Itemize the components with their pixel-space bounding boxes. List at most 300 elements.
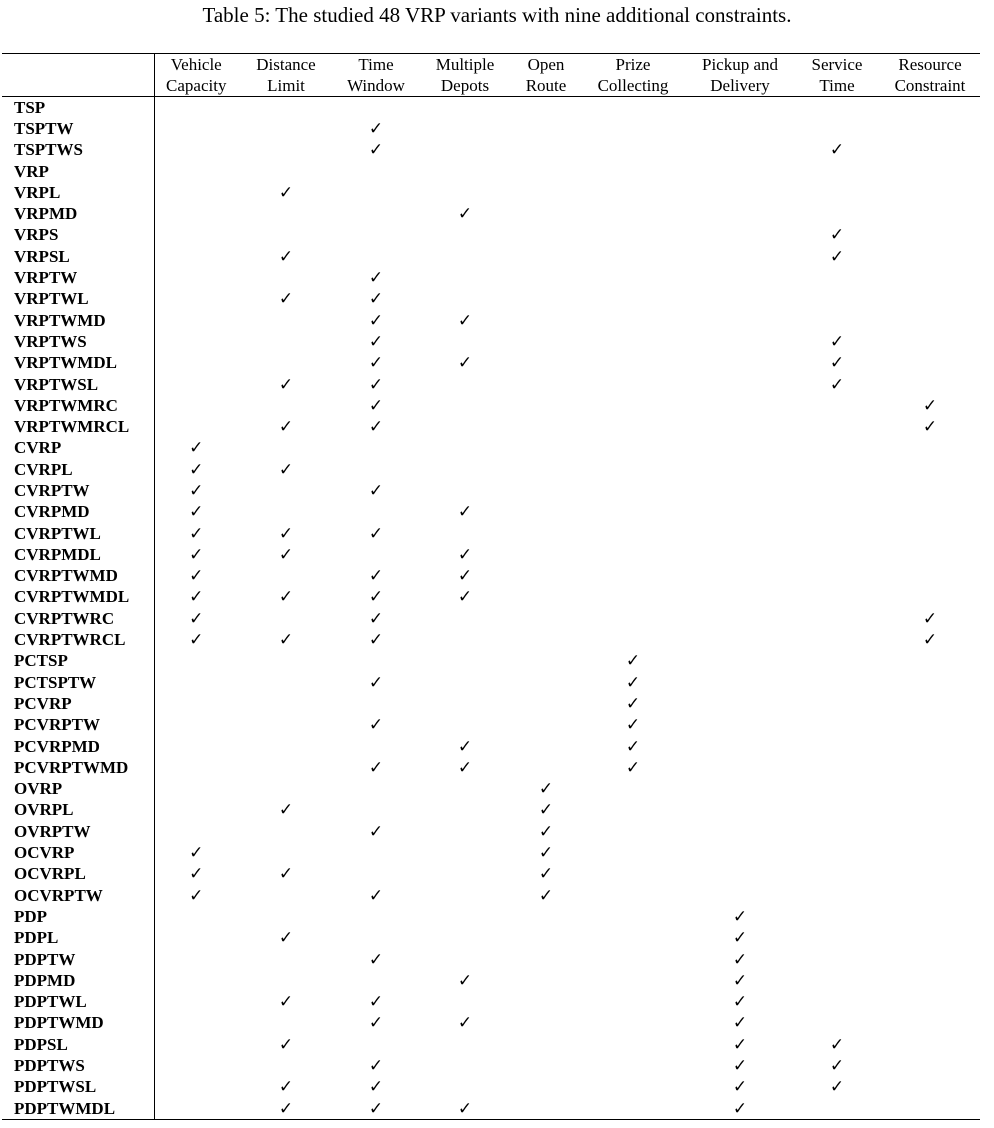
variant-name: VRPL [2,182,154,203]
constraint-cell [794,651,880,672]
constraint-cell [418,672,512,693]
table-row [2,502,980,523]
constraint-cell [512,821,580,842]
check-mark-icon: ✓ [368,1077,384,1098]
constraint-cell [512,757,580,778]
variant-name: OCVRPL [2,864,154,885]
check-mark-icon: ✓ [189,566,204,587]
check-mark-icon: ✓ [368,268,384,289]
variant-name: VRPTWSL [2,374,154,395]
column-header-line: Route [525,76,567,95]
check-mark-icon: ✓ [189,630,204,651]
constraint-cell [686,310,794,331]
variant-name: OCVRPTW [2,885,154,906]
check-mark-icon: ✓ [732,1013,748,1034]
constraint-cell [686,651,794,672]
check-mark-icon: ✓ [829,374,845,395]
constraint-cell [418,1077,512,1098]
constraint-cell [686,842,794,863]
check-mark-icon: ✓ [457,204,473,225]
constraint-cell [794,928,880,949]
constraint-cell [880,1034,980,1055]
constraint-cell [512,416,580,437]
check-mark-icon: ✓ [732,1077,748,1098]
table-row [2,1013,980,1034]
constraint-cell [238,353,334,374]
constraint-cell [238,480,334,501]
constraint-cell [794,566,880,587]
constraint-cell [686,864,794,885]
constraint-cell [794,544,880,565]
variant-name: VRPTWMD [2,310,154,331]
constraint-cell [794,459,880,480]
constraint-cell [880,928,980,949]
constraint-cell [512,842,580,863]
variant-name: VRP [2,161,154,182]
constraint-cell [238,161,334,182]
constraint-cell [580,629,686,650]
constraint-cell [512,523,580,544]
constraint-cell [418,374,512,395]
variant-name: CVRPTWL [2,523,154,544]
constraint-cell [334,949,418,970]
constraint-cell [238,885,334,906]
constraint-cell [686,821,794,842]
constraint-cell [580,842,686,863]
constraint-cell [880,800,980,821]
constraint-cell [512,374,580,395]
constraint-cell [880,587,980,608]
check-mark-icon: ✓ [368,672,384,693]
constraint-cell [334,1013,418,1034]
table-row [2,225,980,246]
constraint-cell [418,267,512,288]
variant-name: CVRPTWRC [2,608,154,629]
constraint-cell [238,416,334,437]
constraint-cell [880,480,980,501]
table-row [2,928,980,949]
constraint-cell [418,800,512,821]
constraint-cell [418,161,512,182]
check-mark-icon: ✓ [368,992,384,1013]
constraint-cell [418,757,512,778]
constraint-cell [154,353,238,374]
constraint-cell [154,864,238,885]
constraint-cell [880,331,980,352]
constraint-cell [686,480,794,501]
constraint-cell [334,864,418,885]
table-row [2,779,980,800]
constraint-cell [880,161,980,182]
check-mark-icon: ✓ [829,1077,845,1098]
constraint-cell [334,395,418,416]
constraint-cell [418,949,512,970]
constraint-cell [418,736,512,757]
check-mark-icon: ✓ [829,140,845,161]
variant-name: VRPS [2,225,154,246]
constraint-cell [334,310,418,331]
constraint-cell [238,97,334,119]
constraint-cell [686,1034,794,1055]
constraint-cell [334,161,418,182]
constraint-cell [686,438,794,459]
constraint-cell [238,1013,334,1034]
constraint-cell [686,906,794,927]
variant-name: CVRPL [2,459,154,480]
check-mark-icon: ✓ [457,353,473,374]
constraint-cell [154,459,238,480]
constraint-cell [580,438,686,459]
check-mark-icon: ✓ [278,544,294,565]
constraint-cell [880,715,980,736]
constraint-cell [512,438,580,459]
table-row [2,949,980,970]
constraint-cell [794,267,880,288]
constraint-cell [334,970,418,991]
vrp-variants-table [2,53,980,1120]
variant-name: PCTSP [2,651,154,672]
constraint-cell [794,395,880,416]
constraint-cell [686,736,794,757]
column-header-line: Time [819,76,855,95]
constraint-cell [334,267,418,288]
constraint-cell [154,140,238,161]
check-mark-icon: ✓ [368,1013,384,1034]
column-header-line: Constraint [894,76,966,95]
column-header-distance-limit [238,54,334,97]
constraint-cell [512,651,580,672]
check-mark-icon: ✓ [278,630,294,651]
constraint-cell [154,267,238,288]
constraint-cell [880,182,980,203]
constraint-cell [686,629,794,650]
constraint-cell [238,757,334,778]
constraint-cell [334,140,418,161]
check-mark-icon: ✓ [278,1098,294,1119]
table-row [2,693,980,714]
check-mark-icon: ✓ [278,417,294,438]
constraint-cell [880,118,980,139]
constraint-cell [686,608,794,629]
constraint-cell [512,544,580,565]
constraint-cell [334,97,418,119]
column-header-line: Pickup and [701,55,779,74]
check-mark-icon: ✓ [368,289,384,310]
variant-name: VRPTWL [2,289,154,310]
constraint-cell [686,566,794,587]
table-row [2,885,980,906]
constraint-cell [794,864,880,885]
variant-name: CVRPTWRCL [2,629,154,650]
check-mark-icon: ✓ [278,1077,294,1098]
variant-name: PCTSPTW [2,672,154,693]
constraint-cell [154,225,238,246]
constraint-cell [580,523,686,544]
constraint-cell [580,821,686,842]
check-mark-icon: ✓ [829,1056,845,1076]
column-header-line: Limit [267,76,305,95]
constraint-cell [238,629,334,650]
check-mark-icon: ✓ [922,630,938,651]
constraint-cell [334,544,418,565]
constraint-cell [580,757,686,778]
constraint-cell [512,182,580,203]
constraint-cell [334,246,418,267]
constraint-cell [580,949,686,970]
constraint-cell [418,1034,512,1055]
check-mark-icon: ✓ [189,843,204,864]
variant-name: OVRP [2,779,154,800]
check-mark-icon: ✓ [368,1098,384,1119]
table-row [2,523,980,544]
constraint-cell [880,374,980,395]
constraint-cell [794,842,880,863]
constraint-cell [238,651,334,672]
constraint-cell [880,140,980,161]
check-mark-icon: ✓ [278,289,294,310]
check-mark-icon: ✓ [368,630,384,651]
constraint-cell [880,757,980,778]
constraint-cell [418,395,512,416]
constraint-cell [238,608,334,629]
constraint-cell [512,885,580,906]
constraint-cell [580,331,686,352]
constraint-cell [238,182,334,203]
constraint-cell [154,331,238,352]
constraint-cell [880,566,980,587]
constraint-cell [880,225,980,246]
variant-name: PCVRPTWMD [2,757,154,778]
table-row [2,182,980,203]
check-mark-icon: ✓ [278,587,294,608]
constraint-cell [686,757,794,778]
constraint-cell [794,608,880,629]
table-row [2,310,980,331]
table-row [2,991,980,1012]
constraint-cell [794,203,880,224]
constraint-cell [580,310,686,331]
constraint-cell [418,1013,512,1034]
constraint-cell [334,203,418,224]
table-row [2,161,980,182]
table-row [2,395,980,416]
constraint-cell [154,757,238,778]
constraint-cell [794,161,880,182]
constraint-cell [794,693,880,714]
constraint-cell [418,182,512,203]
constraint-cell [880,353,980,374]
constraint-cell [880,949,980,970]
constraint-cell [794,182,880,203]
variant-name: PDPTWMD [2,1013,154,1034]
constraint-cell [154,161,238,182]
constraint-cell [794,118,880,139]
check-mark-icon: ✓ [278,246,294,267]
check-mark-icon: ✓ [368,417,384,438]
constraint-cell [334,842,418,863]
variant-name: PDPTWMDL [2,1098,154,1120]
constraint-cell [512,203,580,224]
constraint-cell [580,970,686,991]
constraint-cell [512,864,580,885]
constraint-cell [580,480,686,501]
constraint-cell [238,289,334,310]
constraint-cell [512,459,580,480]
constraint-cell [334,672,418,693]
check-mark-icon: ✓ [368,353,384,374]
constraint-cell [686,1055,794,1076]
constraint-cell [334,1034,418,1055]
constraint-cell [880,651,980,672]
variant-name: PDPTWL [2,991,154,1012]
constraint-cell [238,587,334,608]
constraint-cell [580,502,686,523]
constraint-cell [238,821,334,842]
column-header-line: Service [811,55,863,74]
column-header-line: Prize [615,55,651,74]
constraint-cell [686,140,794,161]
constraint-cell [154,1013,238,1034]
constraint-cell [334,1055,418,1076]
constraint-cell [418,225,512,246]
check-mark-icon: ✓ [625,736,641,757]
constraint-cell [512,693,580,714]
constraint-cell [512,1013,580,1034]
constraint-cell [580,672,686,693]
constraint-cell [154,246,238,267]
constraint-cell [880,864,980,885]
check-mark-icon: ✓ [189,502,204,523]
constraint-cell [238,566,334,587]
constraint-cell [418,438,512,459]
constraint-cell [880,906,980,927]
constraint-cell [418,1055,512,1076]
check-mark-icon: ✓ [829,246,845,267]
column-header-multiple-depots [418,54,512,97]
constraint-cell [580,928,686,949]
constraint-cell [238,800,334,821]
constraint-cell [154,203,238,224]
constraint-cell [580,246,686,267]
constraint-cell [238,842,334,863]
check-mark-icon: ✓ [732,906,748,927]
constraint-cell [512,480,580,501]
constraint-cell [794,374,880,395]
constraint-cell [512,587,580,608]
constraint-cell [418,502,512,523]
constraint-cell [154,438,238,459]
constraint-cell [238,225,334,246]
constraint-cell [686,693,794,714]
constraint-cell [794,736,880,757]
table-row [2,587,980,608]
variant-name: PDPL [2,928,154,949]
constraint-cell [794,310,880,331]
constraint-cell [238,715,334,736]
table-row [2,906,980,927]
constraint-cell [154,885,238,906]
constraint-cell [580,1034,686,1055]
variant-name: VRPMD [2,203,154,224]
constraint-cell [238,544,334,565]
table-row [2,800,980,821]
constraint-cell [238,331,334,352]
constraint-cell [580,1077,686,1098]
variant-name: VRPTWMDL [2,353,154,374]
table-row [2,821,980,842]
constraint-cell [686,885,794,906]
constraint-cell [238,438,334,459]
variant-name: PDPTW [2,949,154,970]
constraint-cell [334,1077,418,1098]
constraint-cell [512,246,580,267]
check-mark-icon: ✓ [625,693,641,714]
variant-name: CVRPTWMDL [2,587,154,608]
check-mark-icon: ✓ [457,544,473,565]
check-mark-icon: ✓ [368,118,384,139]
constraint-cell [334,608,418,629]
constraint-cell [686,331,794,352]
variant-name: CVRPMD [2,502,154,523]
table-row [2,1034,980,1055]
constraint-cell [154,949,238,970]
check-mark-icon: ✓ [368,715,384,736]
constraint-cell [238,928,334,949]
constraint-cell [686,672,794,693]
constraint-cell [794,246,880,267]
constraint-cell [794,779,880,800]
constraint-cell [512,161,580,182]
constraint-cell [154,651,238,672]
check-mark-icon: ✓ [538,800,554,821]
check-mark-icon: ✓ [732,992,748,1013]
check-mark-icon: ✓ [189,438,204,459]
constraint-cell [794,1077,880,1098]
table-row [2,203,980,224]
constraint-cell [334,438,418,459]
constraint-cell [154,502,238,523]
check-mark-icon: ✓ [732,928,748,949]
constraint-cell [418,353,512,374]
check-mark-icon: ✓ [368,1056,384,1076]
constraint-cell [580,459,686,480]
check-mark-icon: ✓ [922,417,938,438]
constraint-cell [238,523,334,544]
constraint-cell [880,203,980,224]
table-row [2,140,980,161]
constraint-cell [154,97,238,119]
constraint-cell [686,289,794,310]
constraint-cell [154,672,238,693]
constraint-cell [880,459,980,480]
check-mark-icon: ✓ [732,1098,748,1119]
variant-name: PDPTWS [2,1055,154,1076]
constraint-cell [418,480,512,501]
constraint-cell [794,353,880,374]
constraint-cell [686,97,794,119]
constraint-cell [794,906,880,927]
check-mark-icon: ✓ [538,821,554,842]
constraint-cell [880,693,980,714]
constraint-cell [238,949,334,970]
constraint-cell [154,821,238,842]
check-mark-icon: ✓ [538,843,554,864]
table-row [2,480,980,501]
check-mark-icon: ✓ [189,459,204,480]
constraint-cell [418,331,512,352]
constraint-cell [154,1034,238,1055]
constraint-cell [512,566,580,587]
